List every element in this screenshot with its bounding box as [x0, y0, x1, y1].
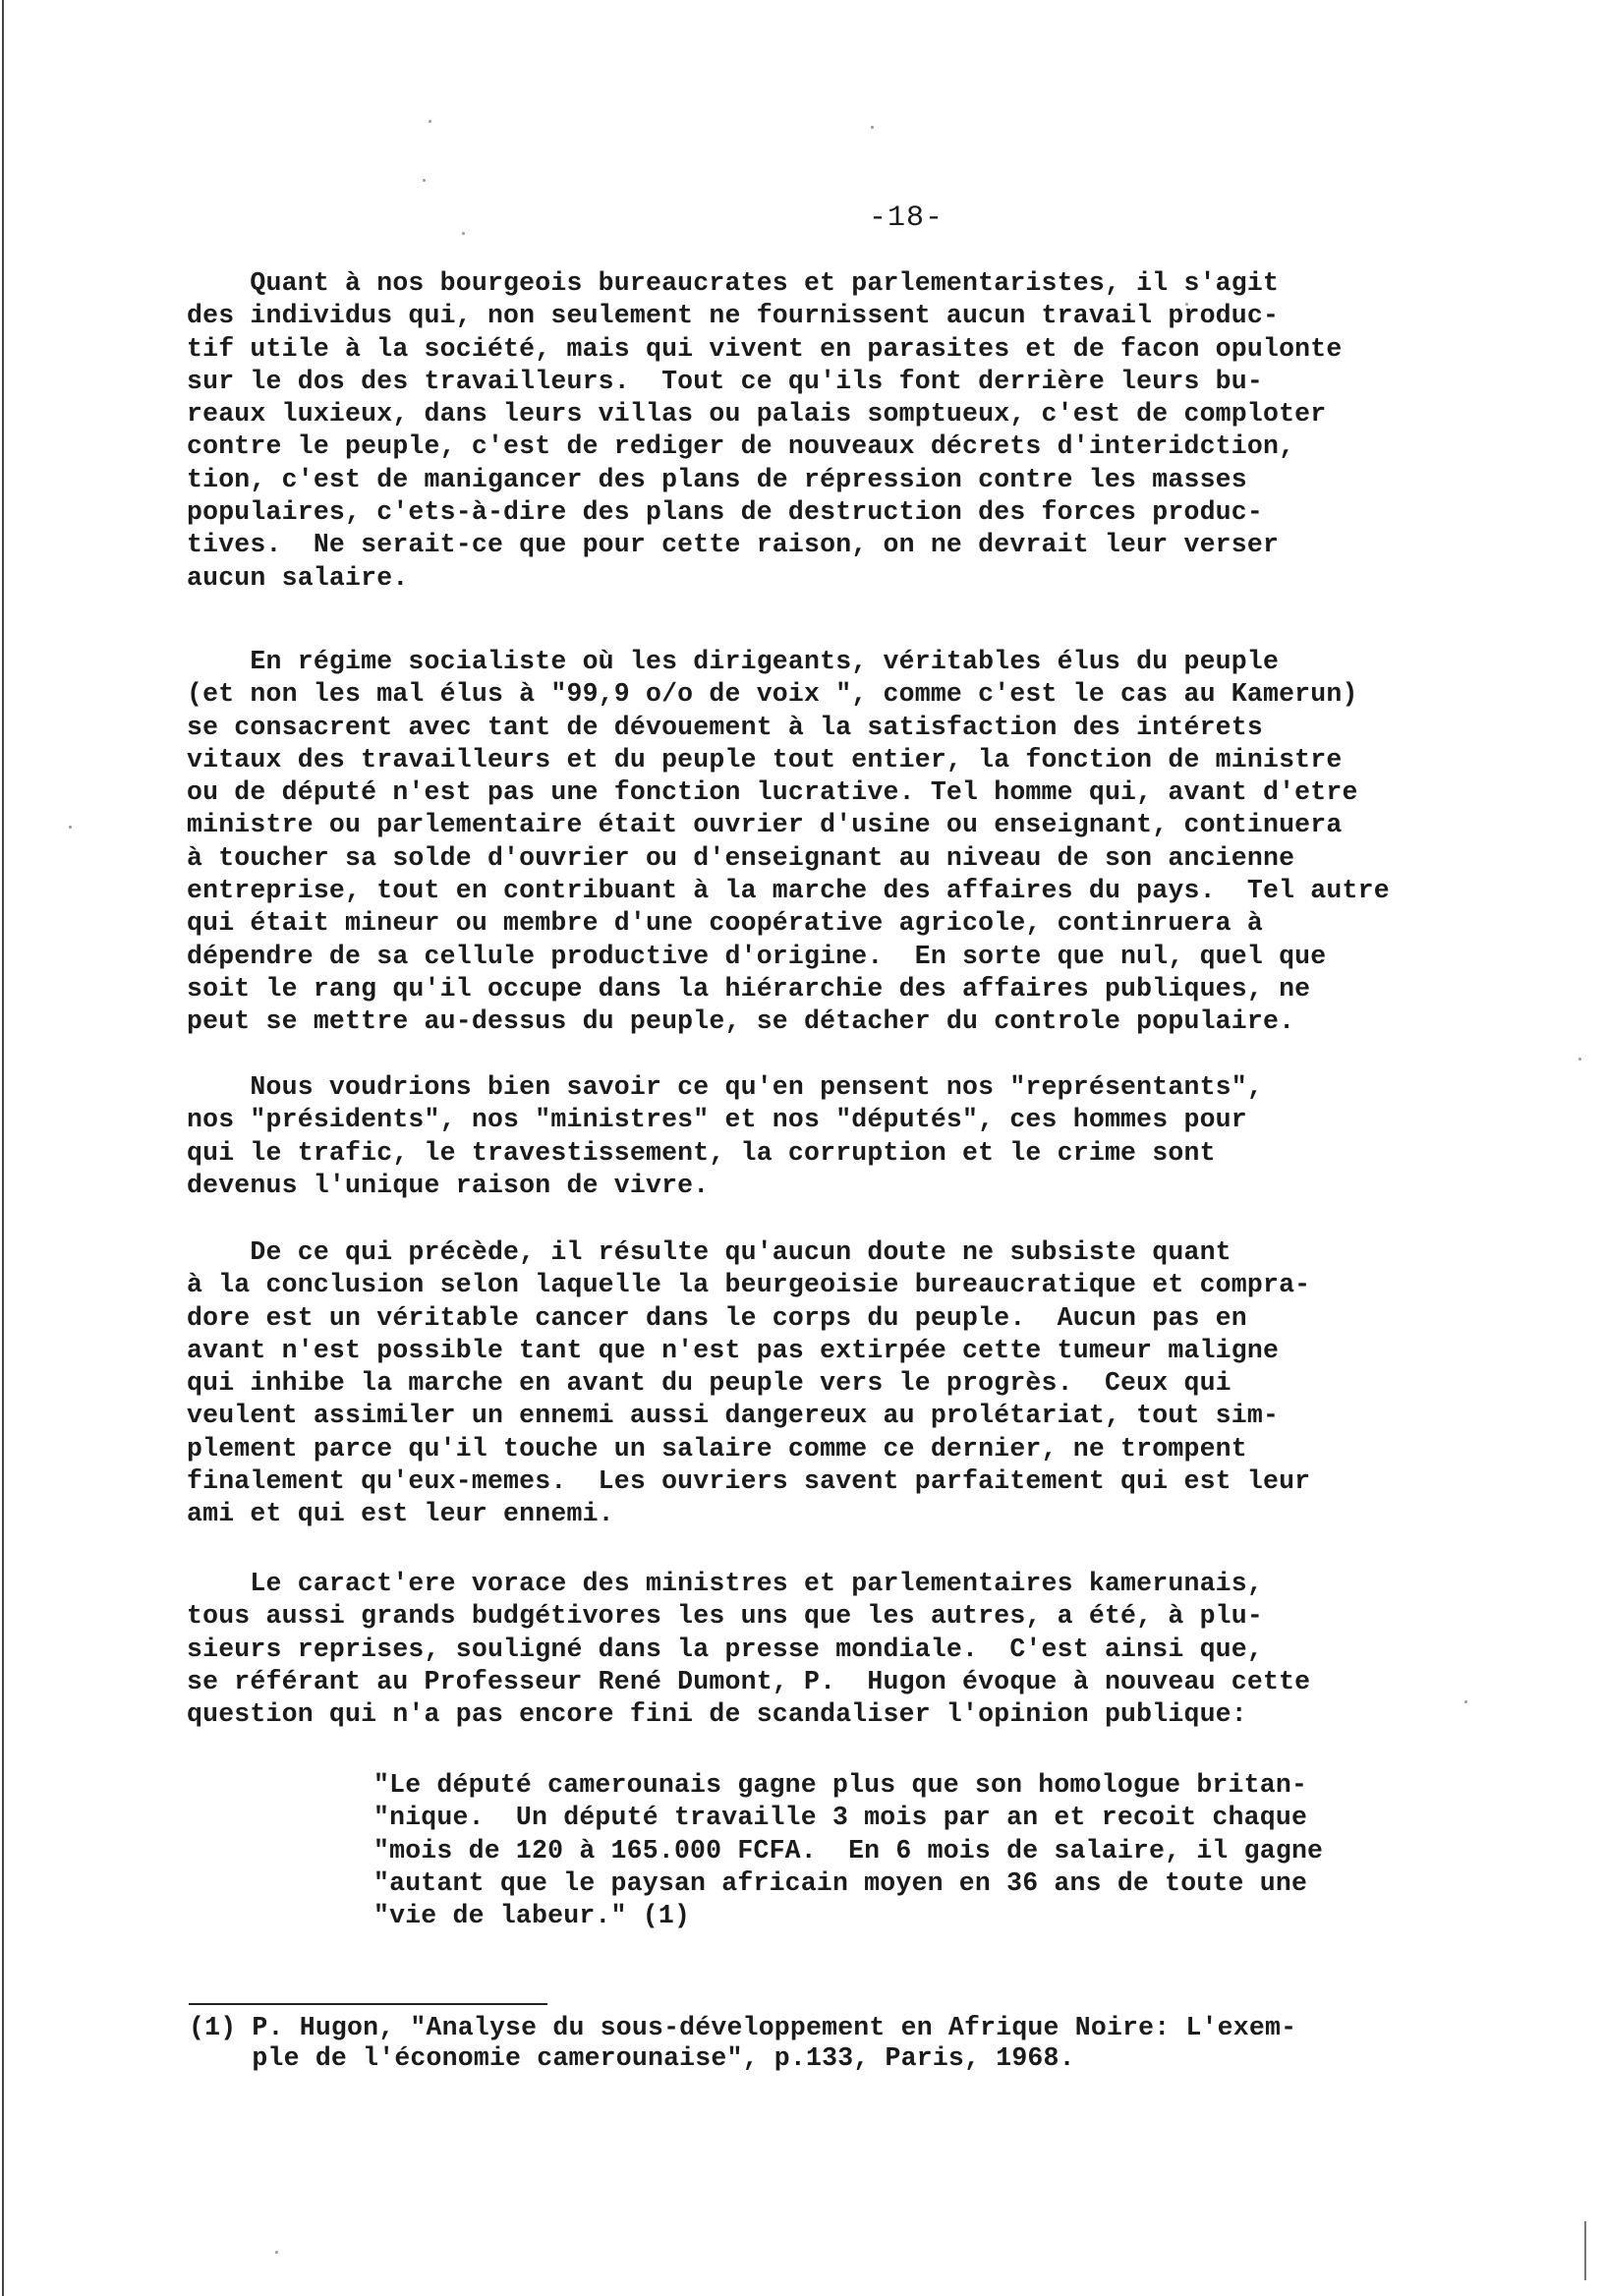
footnote-separator: [189, 2003, 547, 2005]
text-line: Le caract'ere vorace des ministres et parlementaires kamerunais,: [187, 1569, 1263, 1598]
text-line: aucun salaire.: [187, 562, 409, 593]
text-line: se référant au Professeur René Dumont, P. Hugon évoque à nouveau cette: [187, 1666, 1311, 1696]
text-line: qui le trafic, le travestissement, la corruption et le crime sont: [187, 1137, 1216, 1168]
text-line: ami et qui est leur ennemi.: [187, 1499, 614, 1529]
text-line: Nous voudrions bien savoir ce qu'en pensent nos "représentants",: [187, 1072, 1263, 1102]
footnote-line: (1) P. Hugon, "Analyse du sous-développement en Afrique Noire: L'exem-: [189, 2013, 1297, 2042]
quote-line: "vie de labeur." (1): [373, 1901, 691, 1931]
text-line: devenus l'unique raison de vivre.: [187, 1170, 710, 1200]
footnote: [189, 2013, 1466, 2074]
text-line: tion, c'est de manigancer des plans de répression contre les masses: [187, 464, 1247, 494]
text-line: qui était mineur ou membre d'une coopérative agricole, continruera à: [187, 908, 1263, 939]
text-line: plement parce qu'il touche un salaire comme ce dernier, ne trompent: [187, 1433, 1247, 1464]
text-line: nos "présidents", nos "ministres" et nos "députés", ces hommes pour: [187, 1105, 1247, 1135]
text-line: dore est un véritable cancer dans le corps du peuple. Aucun pas en: [187, 1302, 1247, 1333]
text-line: contre le peuple, c'est de rediger de nouveaux décrets d'interidction,: [187, 431, 1295, 462]
text-line: question qui n'a pas encore fini de scandaliser l'opinion publique:: [187, 1699, 1247, 1730]
text-line: ministre ou parlementaire était ouvrier d'usine ou enseignant, continuera: [187, 810, 1343, 840]
paragraph-3: [187, 1071, 1523, 1202]
paragraph-2: [187, 646, 1523, 1039]
text-line: sur le dos des travailleurs. Tout ce qu'ils font derrière leurs bu-: [187, 366, 1263, 396]
text-line: En régime socialiste où les dirigeants, véritables élus du peuple: [187, 647, 1280, 676]
text-line: à toucher sa solde d'ouvrier ou d'enseignant au niveau de son ancienne: [187, 842, 1295, 873]
scan-speck: [429, 120, 431, 123]
text-line: vitaux des travailleurs et du peuple tout entier, la fonction de ministre: [187, 744, 1343, 775]
paragraph-1: [187, 267, 1523, 595]
text-line: populaires, c'ets-à-dire des plans de destruction des forces produc-: [187, 497, 1263, 528]
text-line: Quant à nos bourgeois bureaucrates et parlementaristes, il s'agit: [187, 268, 1280, 298]
text-line: tous aussi grands budgétivores les uns que les autres, a été, à plu-: [187, 1601, 1263, 1632]
quote-line: "mois de 120 à 165.000 FCFA. En 6 mois de salaire, il gagne: [373, 1835, 1324, 1866]
paragraph-4: [187, 1236, 1523, 1531]
text-line: De ce qui précède, il résulte qu'aucun doute ne subsiste quant: [187, 1237, 1232, 1267]
page-number: -18-: [869, 201, 945, 235]
text-line: soit le rang qu'il occupe dans la hiérarchie des affaires publiques, ne: [187, 973, 1311, 1004]
text-line: ou de député n'est pas une fonction lucrative. Tel homme qui, avant d'etre: [187, 777, 1358, 808]
text-line: reaux luxieux, dans leurs villas ou palais somptueux, c'est de comploter: [187, 399, 1327, 430]
scan-left-edge: [2, 0, 4, 2296]
scan-speck: [69, 826, 72, 829]
text-line: dépendre de sa cellule productive d'origine. En sorte que nul, quel que: [187, 941, 1327, 971]
text-line: des individus qui, non seulement ne fournissent aucun travail produc-: [187, 301, 1280, 331]
text-line: veulent assimiler un ennemi aussi dangereux au prolétariat, tout sim-: [187, 1401, 1280, 1431]
text-line: entreprise, tout en contribuant à la marche des affaires du pays. Tel autre: [187, 876, 1390, 906]
text-line: avant n'est possible tant que n'est pas extirpée cette tumeur maligne: [187, 1335, 1280, 1365]
text-line: finalement qu'eux-memes. Les ouvriers savent parfaitement qui est leur: [187, 1466, 1311, 1497]
text-line: qui inhibe la marche en avant du peuple vers le progrès. Ceux qui: [187, 1368, 1232, 1399]
scan-right-edge: [1584, 2221, 1586, 2280]
text-line: tif utile à la société, mais qui vivent en parasites et de facon opulonte: [187, 333, 1343, 364]
text-line: peut se mettre au-dessus du peuple, se détacher du controle populaire.: [187, 1006, 1295, 1037]
quote-line: "nique. Un député travaille 3 mois par an et recoit chaque: [373, 1803, 1308, 1833]
text-line: à la conclusion selon laquelle la beurgeoisie bureaucratique et compra-: [187, 1270, 1311, 1300]
block-quote: [373, 1769, 1504, 1932]
paragraph-5: [187, 1568, 1523, 1731]
scan-speck: [871, 126, 874, 129]
scan-speck: [423, 179, 426, 182]
text-line: sieurs reprises, souligné dans la presse mondiale. C'est ainsi que,: [187, 1634, 1263, 1664]
text-line: tives. Ne serait-ce que pour cette raison, on ne devrait leur verser: [187, 530, 1280, 560]
footnote-line: ple de l'économie camerounaise", p.133, Paris, 1968.: [189, 2043, 1075, 2073]
scan-speck: [275, 2251, 278, 2254]
scan-speck: [462, 232, 465, 235]
text-line: se consacrent avec tant de dévouement à la satisfaction des intérets: [187, 712, 1263, 742]
scan-speck: [1578, 1058, 1581, 1061]
quote-line: "autant que le paysan africain moyen en 36 ans de toute une: [373, 1867, 1308, 1898]
quote-line: "Le député camerounais gagne plus que son homologue britan-: [373, 1770, 1308, 1800]
text-line: (et non les mal élus à "99,9 o/o de voix ", comme c'est le cas au Kamerun): [187, 679, 1358, 710]
